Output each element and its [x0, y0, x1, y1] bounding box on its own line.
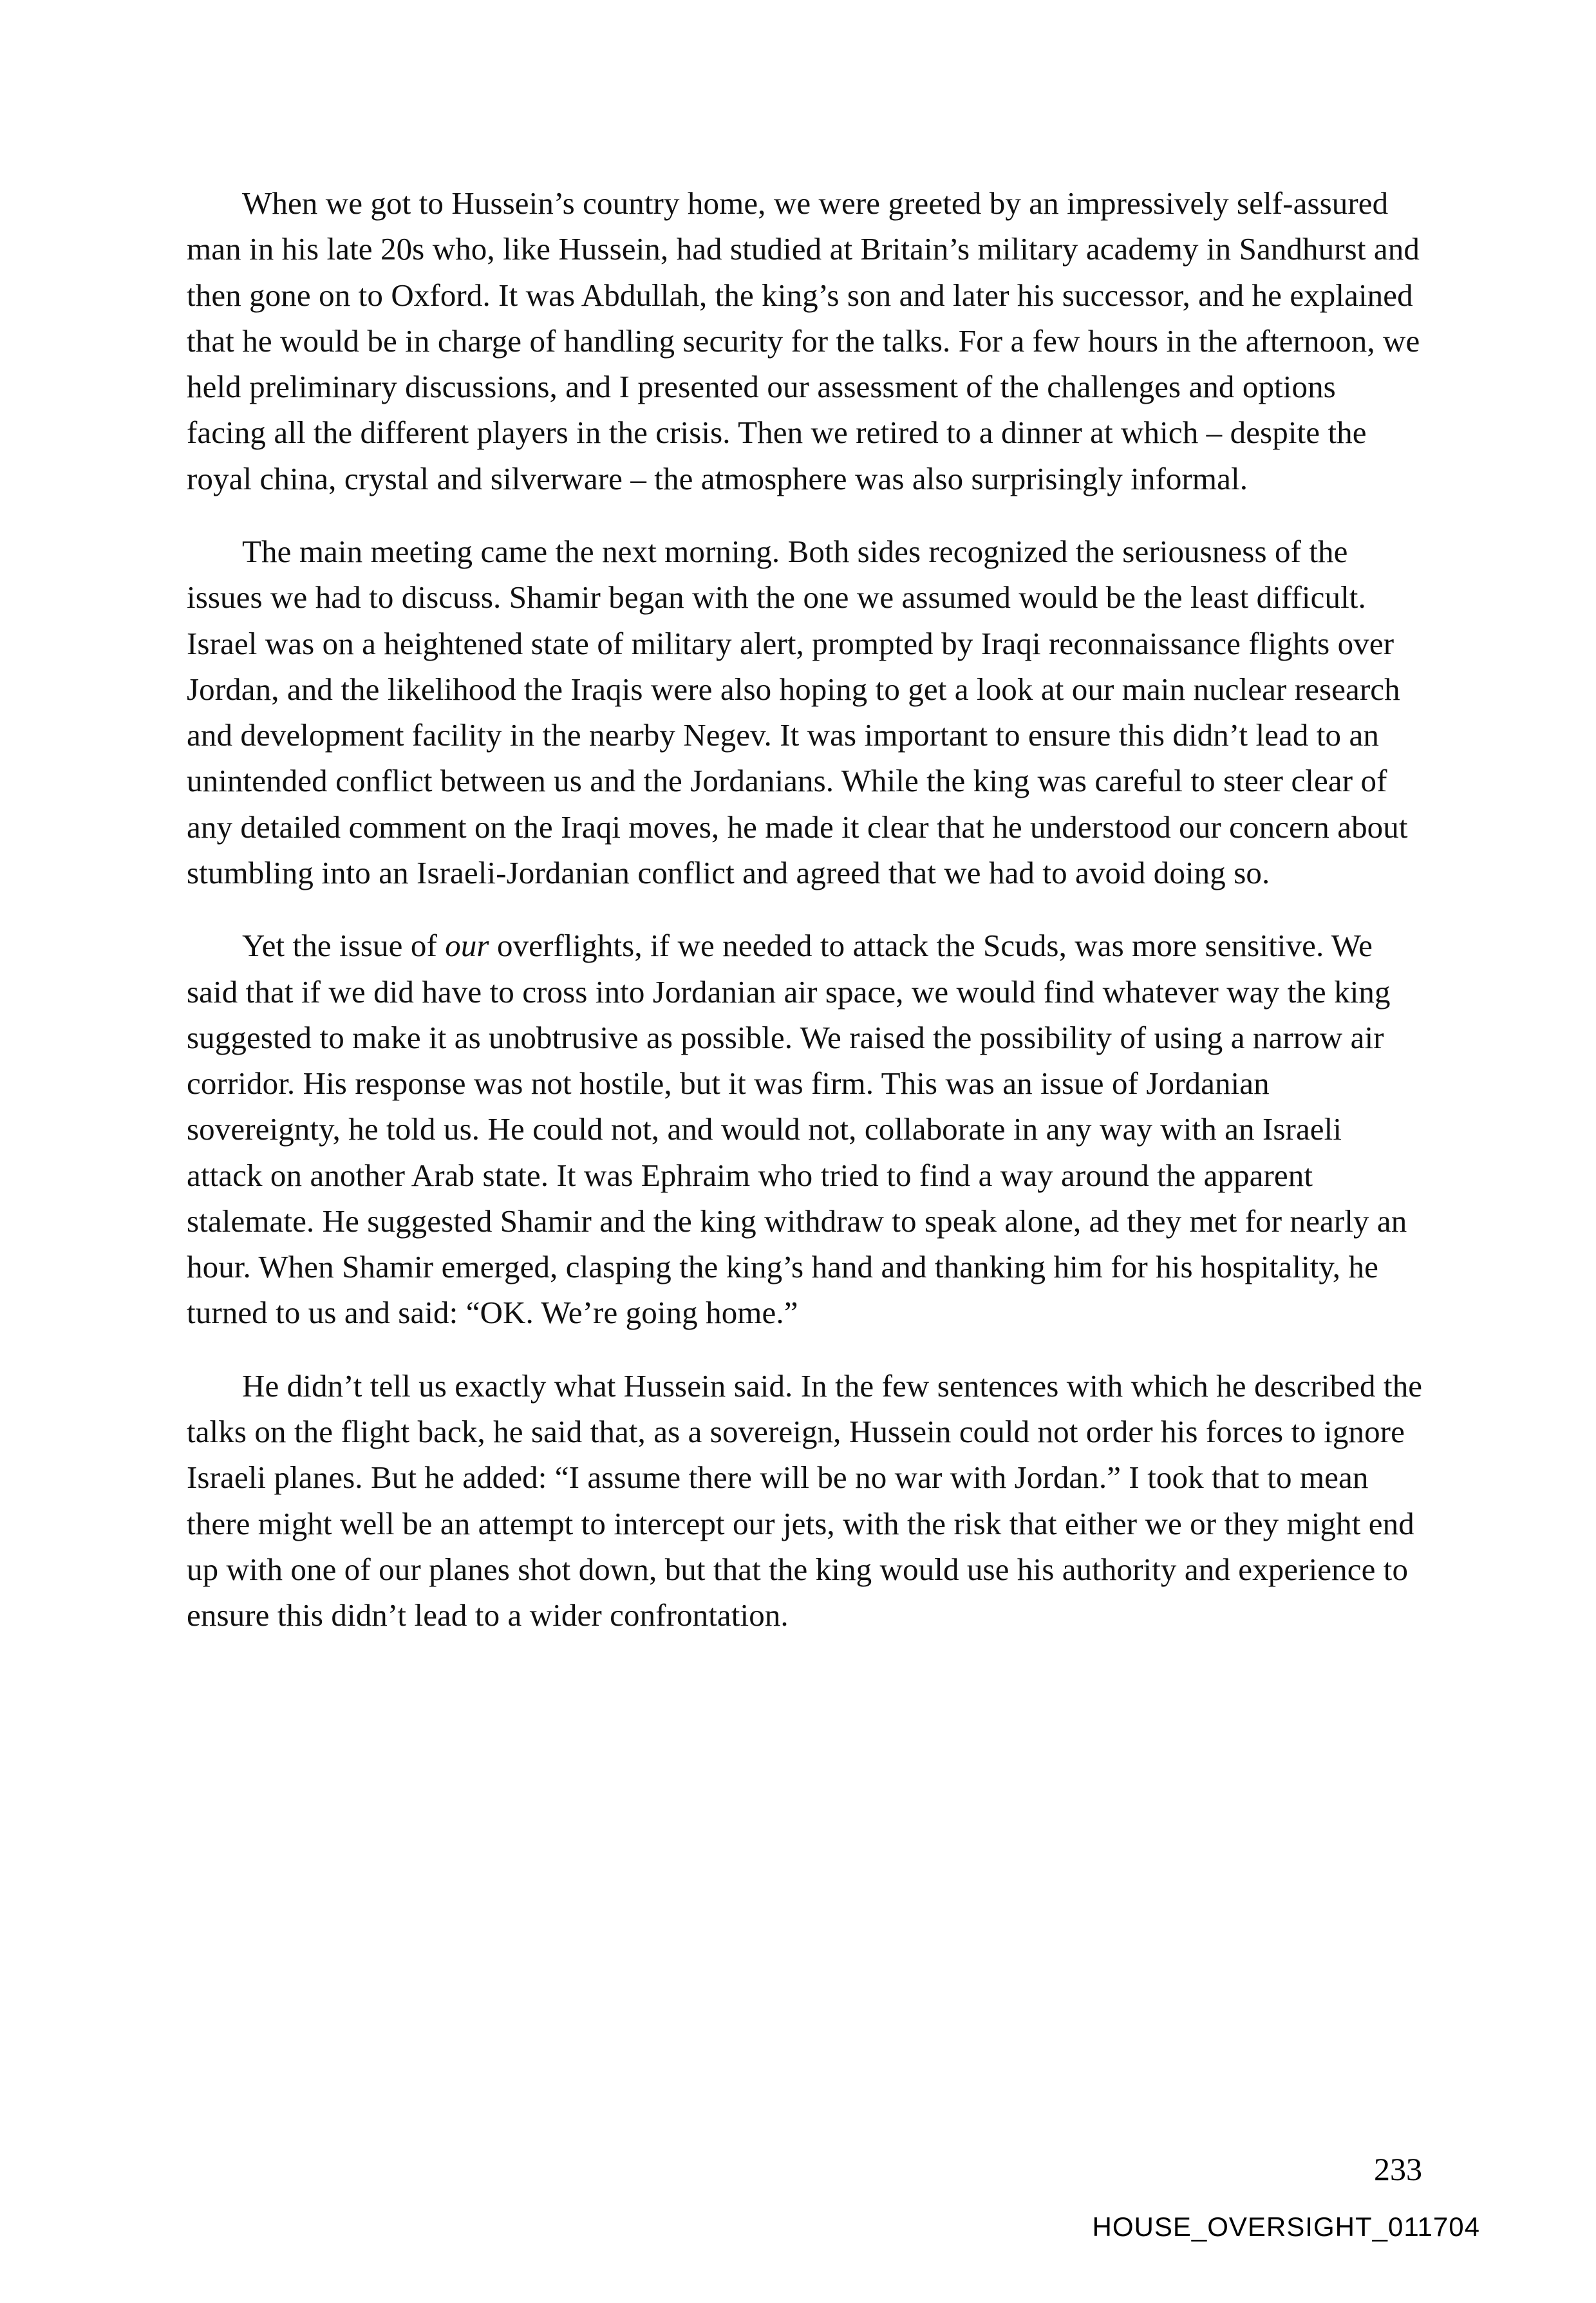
paragraph-2: The main meeting came the next morning. Both sides recognized the seriousness of the issues we had to discuss. Shamir began with the one we assumed would be the least difficult. Israel was on a heightened state of military alert, prompted by Iraqi reconnaissance flights over Jordan, and the likelihood the Iraqis were also hoping to get a look at our main nuclear research and development facility in the nearby Negev. It was important to ensure this didn’t lead to an unintended conflict between us and the Jordanians. While the king was careful to steer clear of any detailed comment on the Iraqi moves, he made it clear that he understood our concern about stumbling into an Israeli-Jordanian conflict and agreed that we had to avoid doing so.: [187, 533, 1408, 890]
paragraph-3-lead: Yet the issue of: [242, 928, 446, 964]
bates-stamp: HOUSE_OVERSIGHT_011704: [1092, 2212, 1480, 2242]
paragraph-1: When we got to Hussein’s country home, we were greeted by an impressively self-assured man in his late 20s who, like Hussein, had studied at Britain’s military academy in Sandhurst and then gone on to Oxford. It was Abdullah, the king’s son and later his successor, and he explained that he would be in charge of handling security for the talks. For a few hours in the afternoon, we held preliminary discussions, and I presented our assessment of the challenges and options facing all the different players in the crisis. Then we retired to a dinner at which – despite the royal china, crystal and silverware – the atmosphere was also surprisingly informal.: [187, 185, 1420, 496]
paragraph-4: He didn’t tell us exactly what Hussein said. In the few sentences with which he described the talks on the flight back, he said that, as a sovereign, Hussein could not order his forces to ignore Israeli planes. But he added: “I assume there will be no war with Jordan.” I took that to mean there might well be an attempt to intercept our jets, with the risk that either we or they might end up with one of our planes shot down, but that the king would use his authority and experience to ensure this didn’t lead to a wider confrontation.: [187, 1368, 1423, 1633]
paragraph-3-rest: overflights, if we needed to attack the Scuds, was more sensitive. We said that if we did have to cross into Jordanian air space, we would find whatever way the king suggested to make it as unobtrusive as possible. We raised the possibility of using a narrow air corridor. His response was not hostile, but it was firm. This was an issue of Jordanian sovereignty, he told us. He could not, and would not, collaborate in any way with an Israeli attack on another Arab state. It was Ephraim who tried to find a way around the apparent stalemate. He suggested Shamir and the king withdraw to speak alone, ad they met for nearly an hour. When Shamir emerged, clasping the king’s hand and thanking him for his hospitality, he turned to us and said: “OK. We’re going home.”: [187, 928, 1407, 1331]
paragraph-3-emphasis: our: [445, 928, 489, 964]
page-body-text: [187, 180, 1423, 1665]
page-number: 233: [1374, 2151, 1422, 2187]
paragraph-3: [187, 923, 1423, 1336]
